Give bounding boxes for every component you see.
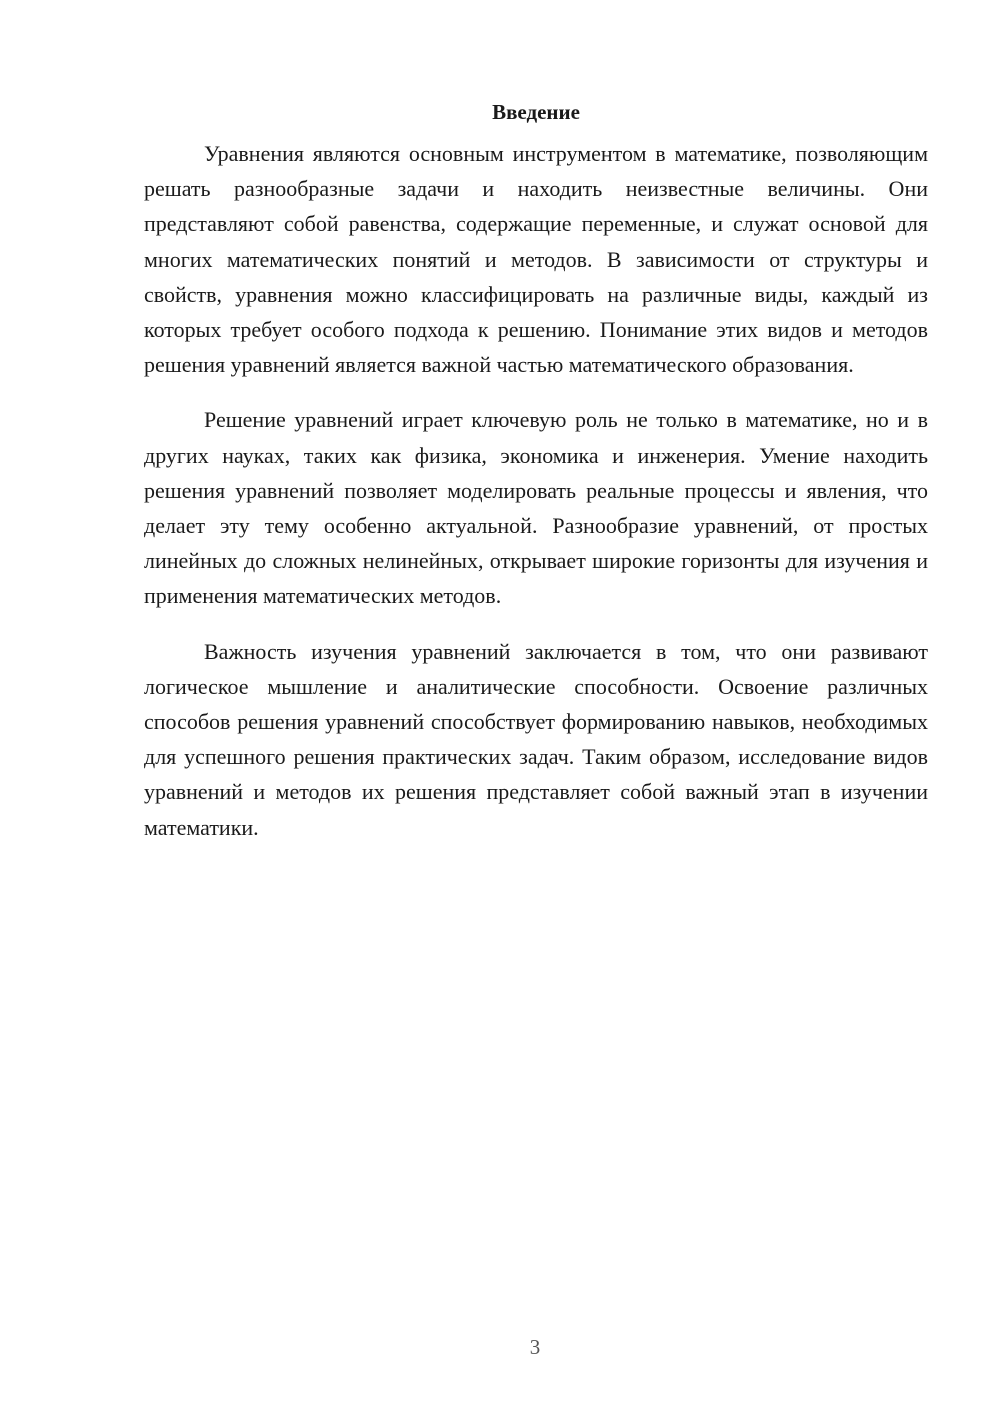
paragraph-2: Решение уравнений играет ключевую роль не только в математике, но и в других науках, таких как физика, экономика и инженерия. Умение находить решения уравнений позволяет моделировать реальные процессы и явления, что делает эту тему особенно актуальной. Разнообразие уравнений, от простых линейных до сложных нелинейных, открывает широкие горизонты для изучения и применения математических методов.	[144, 407, 928, 609]
paragraph-3: Важность изучения уравнений заключается в том, что они развивают логическое мышление и аналитические способности. Освоение различных способов решения уравнений способствует формированию навыков, необходимых для успешного решения практических задач. Таким образом, исследование видов уравнений и методов их решения представляет собой важный этап в изучении математики.	[144, 638, 928, 840]
section-title: Введение	[492, 100, 580, 124]
page-content	[144, 96, 928, 865]
paragraph-1: Уравнения являются основным инструментом в математике, позволяющим решать разнообразные задачи и находить неизвестные величины. Они представляют собой равенства, содержащие переменные, и служат основой для многих математических понятий и методов. В зависимости от структуры и свойств, уравнения можно классифицировать на различные виды, каждый из которых требует особого подхода к решению. Понимание этих видов и методов решения уравнений является важной частью математического образования.	[144, 141, 928, 378]
page-number: 3	[529, 1335, 541, 1359]
